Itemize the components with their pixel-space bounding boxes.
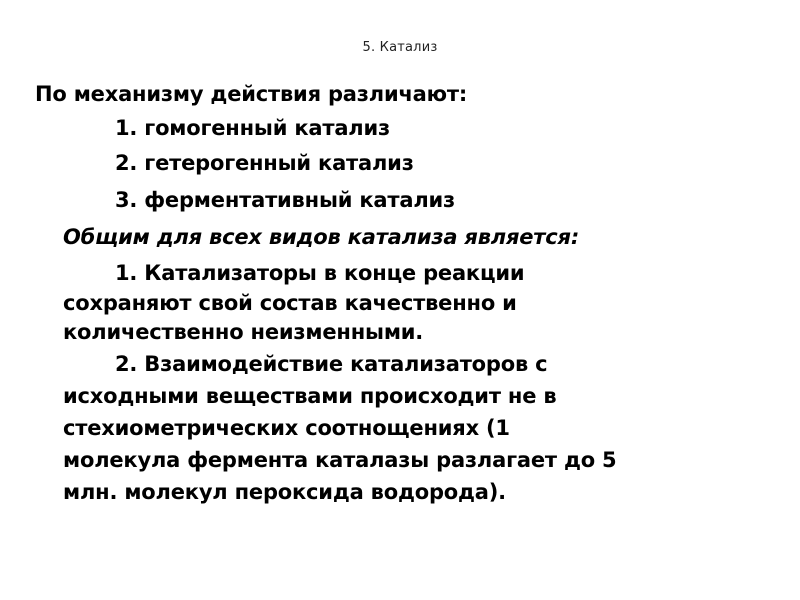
slide-title: 5. Катализ <box>362 40 438 55</box>
point-1-line-3: количественно неизменными. <box>63 320 424 344</box>
point-2-line-1: 2. Взаимодействие катализаторов с <box>115 352 548 376</box>
point-2-line-3: стехиометрических соотнощениях (1 <box>63 416 510 440</box>
point-2-line-5: млн. молекул пероксида водорода). <box>63 480 506 504</box>
catalysis-type-heterogeneous: 2. гетерогенный катализ <box>115 151 414 175</box>
catalysis-type-enzymatic: 3. ферментативный катализ <box>115 188 456 212</box>
point-1-line-2: сохраняют свой состав качественно и <box>63 291 517 315</box>
common-features-heading: Общим для всех видов катализа является: <box>63 225 580 249</box>
point-1-line-1: 1. Катализаторы в конце реакции <box>115 261 525 285</box>
catalysis-type-homogeneous: 1. гомогенный катализ <box>115 116 391 140</box>
point-2-line-4: молекула фермента каталазы разлагает до 5 <box>63 448 617 472</box>
mechanism-heading: По механизму действия различают: <box>35 82 468 106</box>
point-2-line-2: исходными веществами происходит не в <box>63 384 557 408</box>
